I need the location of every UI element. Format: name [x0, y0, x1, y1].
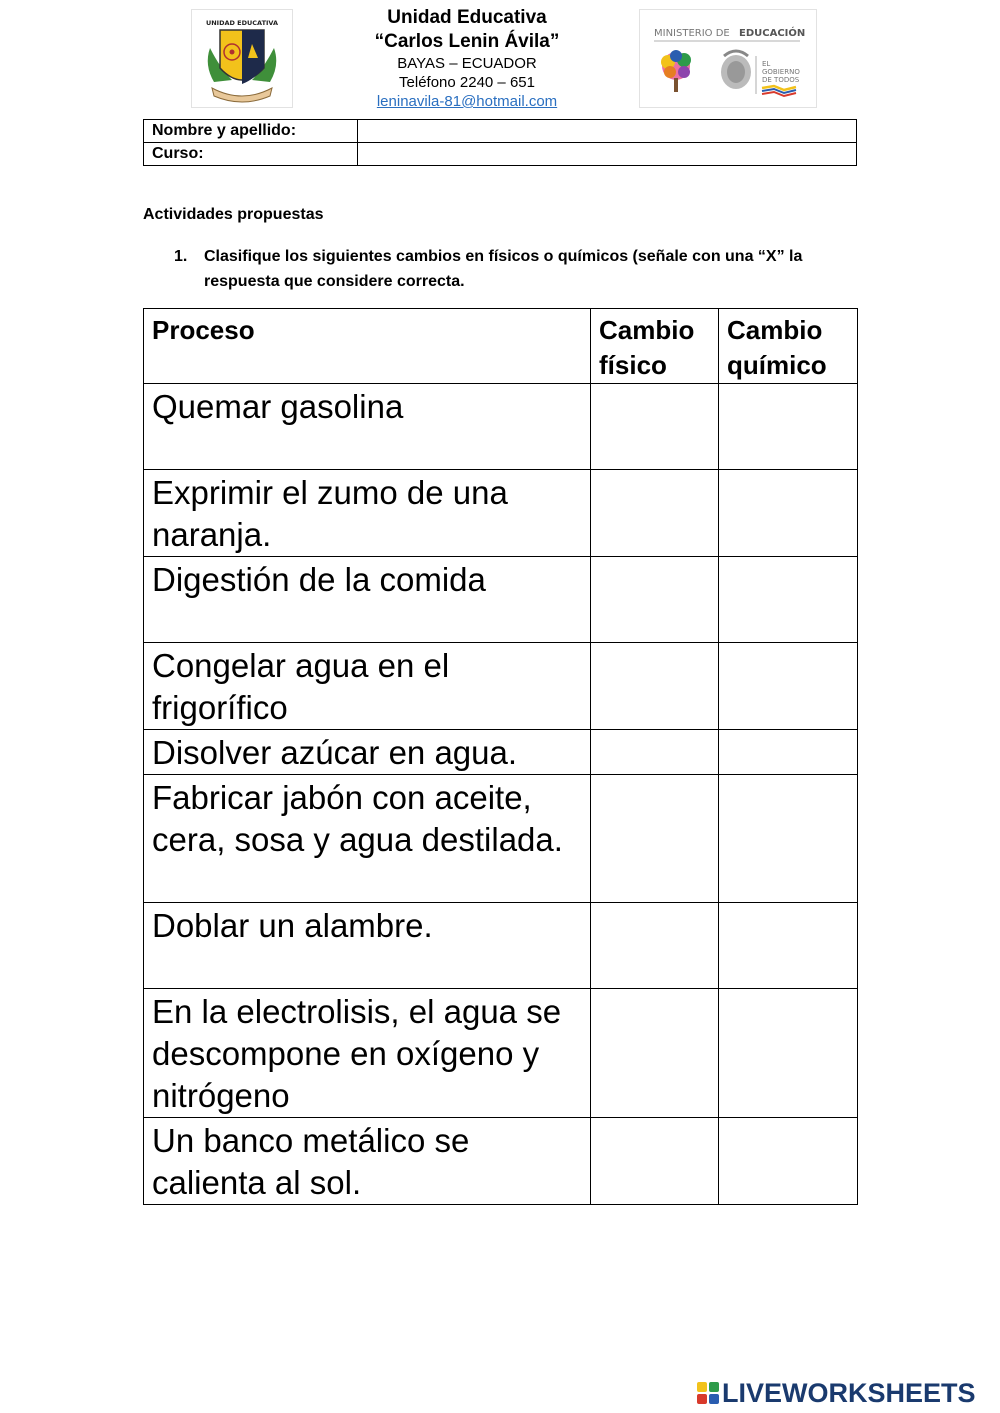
- physical-answer-input[interactable]: [591, 470, 718, 506]
- school-type: Unidad Educativa: [387, 7, 547, 28]
- chemical-answer-input[interactable]: [719, 1118, 857, 1154]
- student-info-table: [143, 119, 857, 166]
- section-title: Actividades propuestas: [143, 206, 324, 223]
- school-location: BAYAS – ECUADOR: [397, 55, 537, 72]
- table-header-row: [144, 309, 858, 384]
- chemical-answer-cell[interactable]: [719, 903, 858, 989]
- ministry-logo: [639, 9, 817, 108]
- school-crest-icon: [192, 10, 292, 107]
- header-physical-change: Cambio físico: [591, 309, 719, 384]
- physical-answer-input[interactable]: [591, 903, 718, 939]
- physical-answer-cell[interactable]: [591, 384, 719, 470]
- chemical-answer-cell[interactable]: [719, 775, 858, 903]
- chemical-answer-cell[interactable]: [719, 730, 858, 775]
- process-cell: Fabricar jabón con aceite, cera, sosa y agua destilada.: [144, 775, 591, 903]
- table-row: [144, 903, 858, 989]
- process-cell: Digestión de la comida: [144, 557, 591, 643]
- process-cell: Disolver azúcar en agua.: [144, 730, 591, 775]
- table-row: [144, 643, 858, 730]
- chemical-answer-input[interactable]: [719, 557, 857, 593]
- ministry-name: EDUCACIÓN: [739, 28, 806, 39]
- left-logo-text: UNIDAD EDUCATIVA: [205, 19, 279, 27]
- physical-answer-input[interactable]: [591, 384, 718, 420]
- course-field[interactable]: [358, 143, 857, 166]
- chemical-answer-cell[interactable]: [719, 470, 858, 557]
- process-cell: Doblar un alambre.: [144, 903, 591, 989]
- chemical-answer-input[interactable]: [719, 775, 857, 811]
- physical-answer-cell[interactable]: [591, 557, 719, 643]
- classification-table: [143, 308, 858, 1205]
- chemical-answer-input[interactable]: [719, 643, 857, 679]
- chemical-answer-cell[interactable]: [719, 1118, 858, 1205]
- header-process: Proceso: [144, 309, 591, 384]
- physical-answer-cell[interactable]: [591, 775, 719, 903]
- chemical-answer-cell[interactable]: [719, 557, 858, 643]
- name-label: Nombre y apellido:: [144, 120, 358, 143]
- table-row: [144, 470, 858, 557]
- table-row: [144, 989, 858, 1118]
- chemical-answer-input[interactable]: [719, 903, 857, 939]
- ecuador-shield-icon: [721, 51, 751, 89]
- tree-icon: [661, 50, 691, 92]
- physical-answer-input[interactable]: [591, 1118, 718, 1154]
- physical-answer-input[interactable]: [591, 989, 718, 1025]
- physical-answer-cell[interactable]: [591, 903, 719, 989]
- ministry-prefix: MINISTERIO DE: [654, 28, 730, 39]
- gov-line-3: DE TODOS: [762, 76, 800, 84]
- physical-answer-input[interactable]: [591, 557, 718, 593]
- physical-answer-input[interactable]: [591, 775, 718, 811]
- process-cell: Un banco metálico se calienta al sol.: [144, 1118, 591, 1205]
- liveworksheets-brand: [697, 1378, 976, 1408]
- table-row: [144, 730, 858, 775]
- school-logo: [191, 9, 293, 108]
- process-cell: En la electrolisis, el agua se descompone en oxígeno y nitrógeno: [144, 989, 591, 1118]
- instruction-number: 1.: [174, 248, 188, 265]
- chemical-answer-cell[interactable]: [719, 989, 858, 1118]
- table-row: [144, 1118, 858, 1205]
- chemical-answer-input[interactable]: [719, 730, 857, 766]
- header-chemical-change: Cambio químico: [719, 309, 858, 384]
- chemical-answer-input[interactable]: [719, 384, 857, 420]
- chemical-answer-cell[interactable]: [719, 384, 858, 470]
- physical-answer-cell[interactable]: [591, 1118, 719, 1205]
- process-cell: Quemar gasolina: [144, 384, 591, 470]
- course-label: Curso:: [144, 143, 358, 166]
- physical-answer-cell[interactable]: [591, 643, 719, 730]
- chemical-answer-input[interactable]: [719, 989, 857, 1025]
- school-name: “Carlos Lenin Ávila”: [374, 31, 560, 52]
- instruction: [174, 244, 864, 294]
- school-email-link[interactable]: leninavila-81@hotmail.com: [376, 93, 558, 110]
- physical-answer-input[interactable]: [591, 730, 718, 766]
- student-name-row: [144, 120, 857, 143]
- student-course-row: [144, 143, 857, 166]
- physical-answer-cell[interactable]: [591, 470, 719, 557]
- chemical-answer-cell[interactable]: [719, 643, 858, 730]
- chemical-answer-input[interactable]: [719, 470, 857, 506]
- liveworksheets-logo-icon: [697, 1382, 719, 1404]
- instruction-text: Clasifique los siguientes cambios en físicos o químicos (señale con una “X” la respuesta que considere correcta.: [204, 248, 803, 290]
- table-row: [144, 775, 858, 903]
- gov-line-1: EL: [762, 60, 771, 68]
- school-info: [300, 6, 634, 112]
- physical-answer-input[interactable]: [591, 643, 718, 679]
- physical-answer-cell[interactable]: [591, 989, 719, 1118]
- brand-name: LIVEWORKSHEETS: [722, 1377, 976, 1408]
- process-cell: Congelar agua en el frigorífico: [144, 643, 591, 730]
- school-phone: Teléfono 2240 – 651: [399, 74, 535, 91]
- table-row: [144, 384, 858, 470]
- table-row: [144, 557, 858, 643]
- process-cell: Exprimir el zumo de una naranja.: [144, 470, 591, 557]
- physical-answer-cell[interactable]: [591, 730, 719, 775]
- gov-line-2: GOBIERNO: [762, 68, 800, 76]
- name-field[interactable]: [358, 120, 857, 143]
